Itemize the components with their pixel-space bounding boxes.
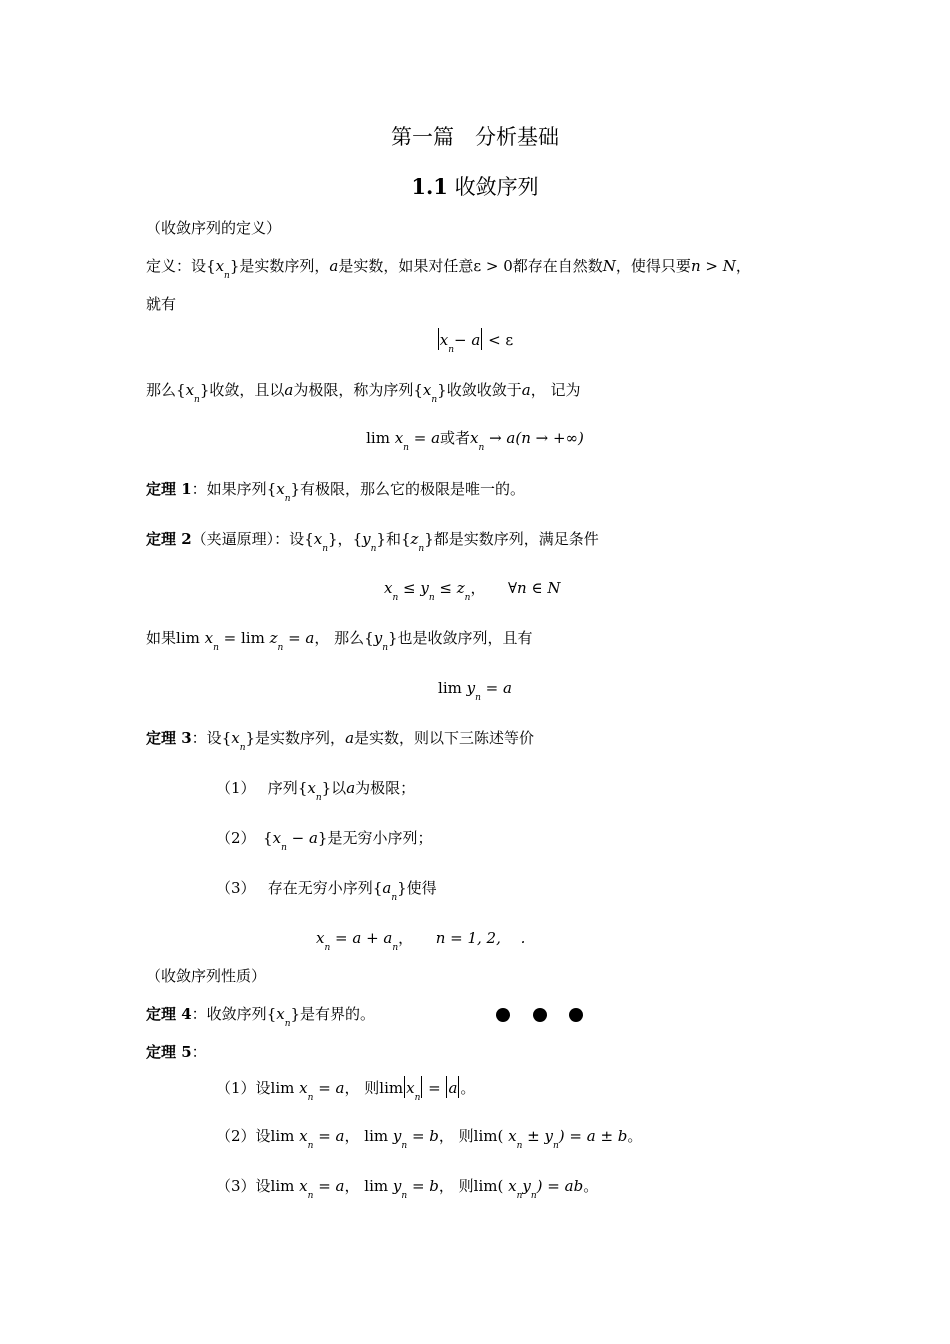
section-name: 收敛序列: [454, 175, 539, 199]
theorem-5-item-1: （1）设$\lim x_n = a$， 则$\lim x_n = a$ 。: [216, 1076, 475, 1098]
limit-notation-formula: $\lim x_n = a$或者$x_n \to a(n$ → +∞): [366, 429, 584, 453]
infinitesimal-formula: $x_n = a + a_n$， n = 1, 2, .: [316, 929, 526, 953]
theorem-5-item-2: （2）设$\lim x_n = a$， $\lim y_n = b$， 则lim( $x_n \pm y_n) = a \pm b$。: [216, 1127, 643, 1151]
definition-line-2: 就有: [146, 295, 177, 313]
squeeze-result-formula: $\lim y_n = a$: [438, 679, 512, 703]
definition-heading: （收敛序列的定义）: [146, 219, 282, 237]
squeeze-condition-formula: $x_n \le y_n \le z_n$， ∀n ∈ N: [384, 579, 561, 603]
section-title: [0, 174, 950, 200]
definition-line-3: 那么$\{x_n\}$收敛，且以a为极限，称为序列$\{x_n\}$收敛收敛于a， 记为: [146, 381, 581, 405]
theorem-3-item-3: （3） 存在无穷小序列$\{a_n\}$使得: [216, 879, 437, 903]
dot-icon: [496, 1008, 510, 1022]
theorem-3-item-1: （1） 序列$\{x_n\}$以a为极限；: [216, 779, 416, 803]
theorem-5-item-3: （3）设$\lim x_n = a$， $\lim y_n = b$， 则lim( $x_ny_n$) = ab。: [216, 1177, 599, 1201]
definition-line-1: 定义：设$\{x_n\}$是实数序列，a是实数，如果对任意ε > 0都存在自然数N，使得只要n > N，: [146, 257, 751, 281]
theorem-4: 定理 4：收敛序列$\{x_n\}$是有界的。: [146, 1005, 376, 1029]
theorem-2-conclusion: 如果$\lim x_n = \lim z_n = a$， 那么$\{y_n\}$也是收敛序列，且有: [146, 629, 533, 653]
properties-heading: （收敛序列性质）: [146, 967, 267, 985]
part-title: 第一篇 分析基础: [391, 125, 559, 149]
dot-icon: [569, 1008, 583, 1022]
theorem-3: 定理 3：设$\{x_n\}$是实数序列，a是实数，则以下三陈述等价: [146, 729, 535, 753]
limit-inequality-formula: $x_n- a < \varepsilon$: [0, 328, 950, 350]
theorem-1: 定理 1：如果序列$\{x_n\}$有极限，那么它的极限是唯一的。: [146, 480, 526, 504]
theorem-5: 定理 5：: [146, 1043, 207, 1061]
section-number: 1.1: [411, 174, 448, 199]
dot-icon: [533, 1008, 547, 1022]
theorem-3-item-2: （2） $\{x_n - a\}$是无穷小序列；: [216, 829, 433, 853]
theorem-2: 定理 2（夹逼原理）：设$\{x_n\}$，$\{y_n\}$和$\{z_n\}$都是实数序列，满足条件: [146, 530, 599, 554]
